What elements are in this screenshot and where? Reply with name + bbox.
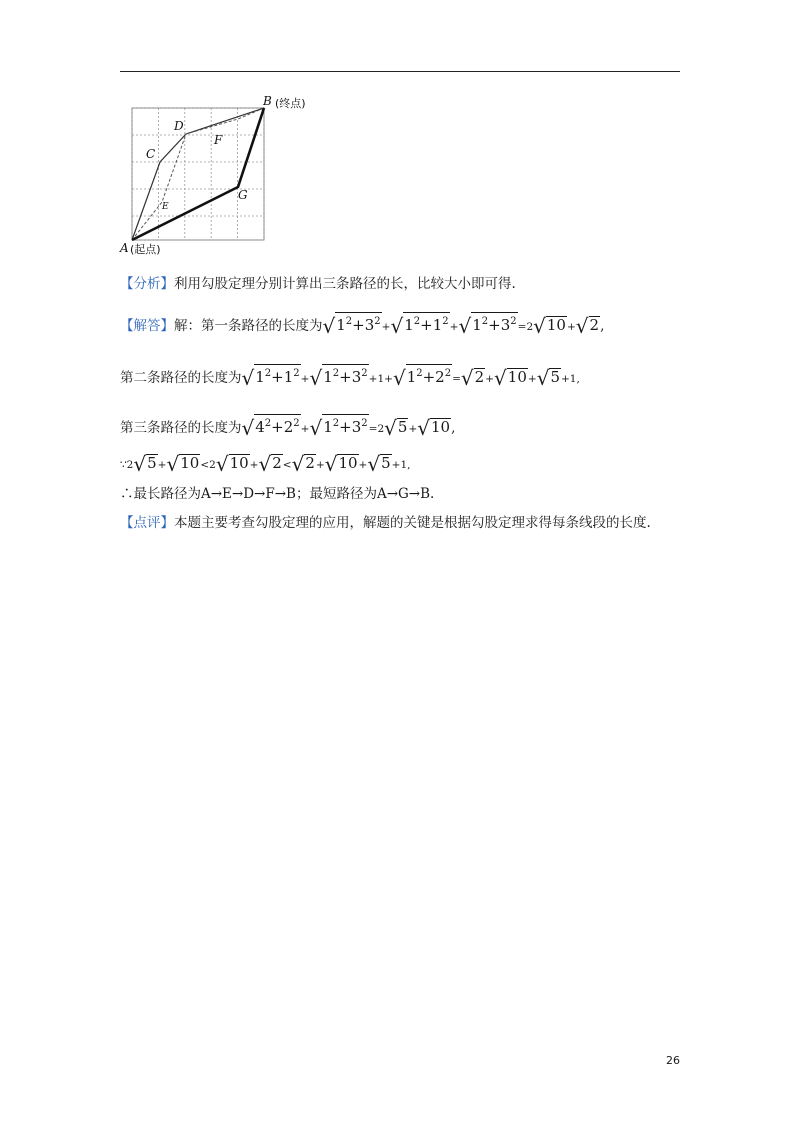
radical: $√1^2+3^2$ bbox=[309, 416, 368, 440]
radicand: $1^2+3^2$ bbox=[322, 364, 368, 386]
label-d: D bbox=[174, 119, 184, 133]
path-acdb bbox=[132, 108, 264, 240]
grid-border bbox=[132, 108, 264, 240]
analysis-tag: 【分析】 bbox=[120, 276, 174, 292]
punct: , bbox=[600, 318, 605, 334]
page-number: 26 bbox=[666, 1054, 680, 1067]
equals: =2 bbox=[368, 423, 385, 435]
equals: =2 bbox=[517, 321, 534, 333]
radicand: 2 bbox=[474, 368, 485, 386]
lt: <2 bbox=[200, 459, 216, 471]
radical: $√4^2+2^2$ bbox=[241, 416, 300, 440]
solution-line-2: 第二条路径的长度为$√1^2+1^2+√1^2+3^2+1+√1^2+2^2=√2+√10+√5+1$, bbox=[120, 366, 580, 390]
label-a: A bbox=[120, 241, 129, 255]
radical: √5 bbox=[536, 366, 560, 390]
path-agb bbox=[132, 108, 264, 240]
label-b: B bbox=[263, 94, 272, 108]
path-diagram bbox=[118, 92, 348, 262]
radicand: 5 bbox=[397, 418, 408, 436]
radicand: 2 bbox=[589, 316, 600, 334]
header-rule bbox=[120, 71, 680, 72]
radical: √2 bbox=[460, 366, 485, 390]
radicand: $1^2+2^2$ bbox=[406, 364, 452, 386]
because: ∵2 bbox=[120, 459, 134, 471]
radicand: $1^2+3^2$ bbox=[322, 414, 368, 436]
plus: + bbox=[566, 321, 576, 333]
radicand: 2 bbox=[272, 454, 282, 472]
label-c: C bbox=[146, 147, 156, 161]
solution-tag: 【解答】 bbox=[120, 318, 174, 334]
radical: √2 bbox=[575, 314, 600, 338]
radical: $√1^2+2^2$ bbox=[392, 366, 452, 390]
grid-lines bbox=[132, 108, 264, 240]
lt: < bbox=[282, 459, 292, 471]
radical: √10 bbox=[533, 314, 566, 338]
comparison-line: ∵2√5+√10<2√10+√2<√2+√10+√5+1, bbox=[120, 452, 411, 476]
radicand: $1^2+3^2$ bbox=[335, 312, 381, 334]
radicand: 2 bbox=[305, 454, 315, 472]
radical: √5 bbox=[133, 452, 157, 476]
analysis-text: 利用勾股定理分别计算出三条路径的长，比较大小即可得. bbox=[174, 276, 516, 292]
solution-intro: 解：第一条路径的长度为 bbox=[174, 318, 323, 334]
end: +1, bbox=[391, 459, 411, 471]
radical: $√1^2+1^2$ bbox=[390, 314, 449, 338]
line2-intro: 第二条路径的长度为 bbox=[120, 370, 242, 386]
radical: √2 bbox=[291, 452, 315, 476]
solution-line-3: 第三条路径的长度为$√4^2+2^2+√1^2+3^2=2√5+√10$, bbox=[120, 416, 456, 440]
radicand: $1^2+1^2$ bbox=[403, 312, 449, 334]
comment-text: 本题主要考查勾股定理的应用，解题的关键是根据勾股定理求得每条线段的长度. bbox=[174, 515, 651, 531]
comment-tag: 【点评】 bbox=[120, 515, 174, 531]
comment-line bbox=[120, 513, 651, 533]
label-g: G bbox=[238, 188, 248, 202]
radicand: $1^2+3^2$ bbox=[471, 312, 517, 334]
label-e: E bbox=[162, 202, 169, 212]
solution-line-1: 【解答】解：第一条路径的长度为$√1^2+3^2+√1^2+1^2+√1^2+3^2=2√10+√2$, bbox=[120, 314, 605, 338]
radical: √10 bbox=[494, 366, 527, 390]
radical: √5 bbox=[384, 416, 408, 440]
radical: √10 bbox=[215, 452, 249, 476]
conclusion-text: ∴最长路径为A→E→D→F→B；最短路径为A→G→B. bbox=[120, 486, 435, 502]
start-note: (起点) bbox=[130, 243, 161, 256]
conclusion-line bbox=[120, 484, 434, 504]
radical: √5 bbox=[367, 452, 391, 476]
analysis-line bbox=[120, 274, 516, 294]
radicand: 5 bbox=[147, 454, 157, 472]
radicand: 5 bbox=[381, 454, 391, 472]
end-note: (终点) bbox=[275, 97, 306, 110]
end: +1, bbox=[560, 373, 580, 385]
radicand: 10 bbox=[546, 316, 566, 334]
radical: √10 bbox=[324, 452, 358, 476]
radicand: $4^2+2^2$ bbox=[254, 414, 300, 436]
radical: √10 bbox=[166, 452, 200, 476]
mid: +1+ bbox=[368, 373, 393, 385]
label-f: F bbox=[214, 133, 223, 147]
line3-intro: 第三条路径的长度为 bbox=[120, 420, 242, 436]
radical: √10 bbox=[417, 416, 451, 440]
punct: , bbox=[451, 420, 456, 436]
radicand: 5 bbox=[550, 368, 560, 386]
radical: $√1^2+3^2$ bbox=[309, 366, 368, 390]
path-aedfb bbox=[132, 108, 264, 240]
radicand: 10 bbox=[431, 418, 451, 436]
radicand: 10 bbox=[180, 454, 200, 472]
radicand: $1^2+1^2$ bbox=[254, 364, 300, 386]
radicand: 10 bbox=[507, 368, 527, 386]
equals: = bbox=[452, 373, 461, 385]
radicand: 10 bbox=[338, 454, 358, 472]
radical: $√1^2+3^2$ bbox=[458, 314, 517, 338]
radical: √2 bbox=[258, 452, 282, 476]
grid-path-figure bbox=[118, 92, 348, 262]
radical: $√1^2+1^2$ bbox=[241, 366, 300, 390]
radicand: 10 bbox=[229, 454, 249, 472]
radical: $√1^2+3^2$ bbox=[322, 314, 381, 338]
